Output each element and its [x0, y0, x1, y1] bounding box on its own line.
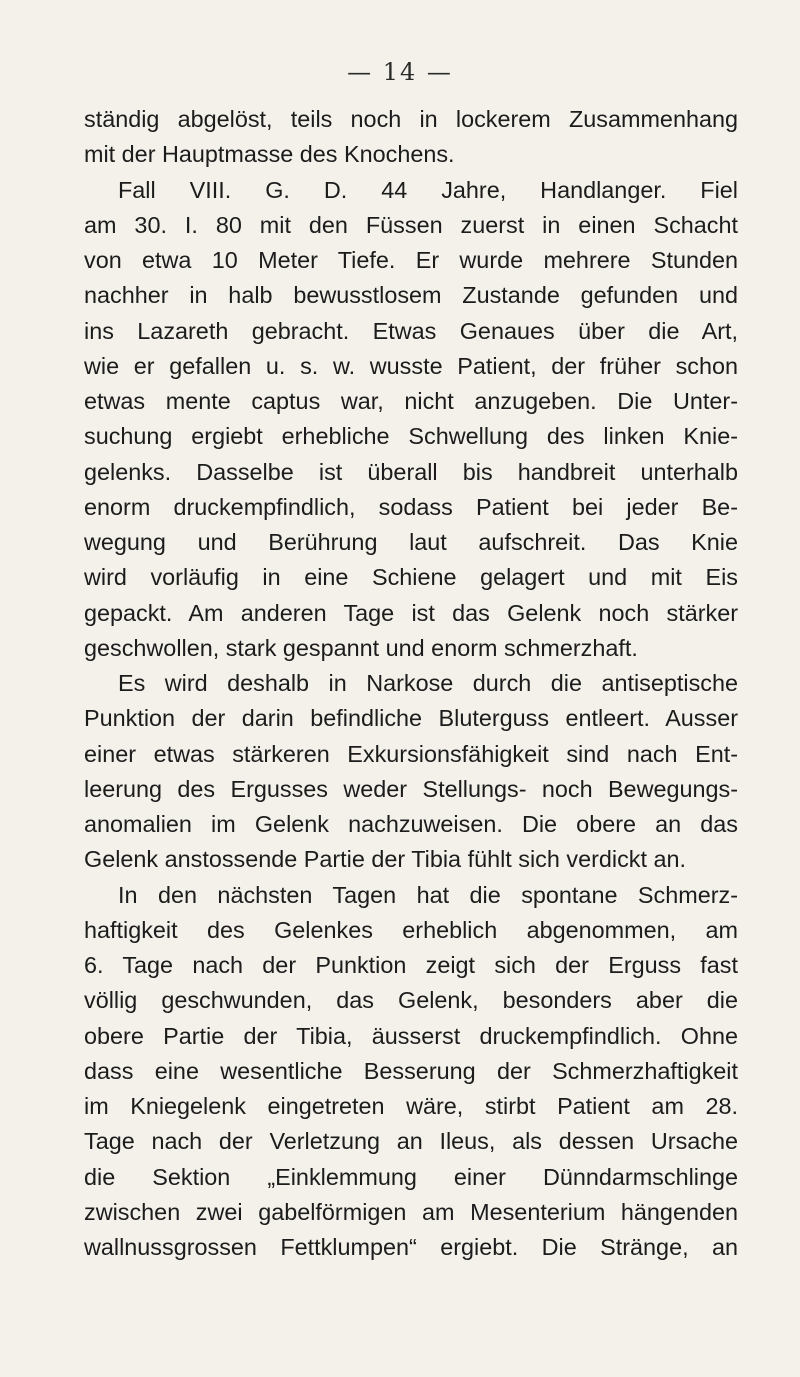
text-line: enorm druckempfindlich, sodass Patient bei jeder Be- — [84, 493, 738, 520]
text-line: obere Partie der Tibia, äusserst druckempfindlich. Ohne — [84, 1022, 738, 1049]
text-line: gelenks. Dasselbe ist überall bis handbreit unterhalb — [84, 458, 738, 485]
text-line: Tage nach der Verletzung an Ileus, als dessen Ursache — [84, 1128, 738, 1155]
text-line: ständig abgelöst, teils noch in lockerem Zusammenhang — [84, 106, 738, 132]
text-line: etwas mente captus war, nicht anzugeben. Die Unter- — [84, 388, 738, 414]
text-line: völlig geschwunden, das Gelenk, besonders aber die — [84, 987, 738, 1014]
text-line: suchung ergiebt erhebliche Schwellung des linken Knie- — [84, 423, 738, 450]
text-line: zwischen zwei gabelförmigen am Mesenterium hängenden — [84, 1198, 738, 1225]
text-line: die Sektion „Einklemmung einer Dünndarmschlinge — [84, 1163, 738, 1190]
text-line: dass eine wesentliche Besserung der Schmerzhaftigkeit — [84, 1057, 738, 1084]
text-line: wegung und Berührung laut aufschreit. Das Knie — [84, 529, 738, 555]
text-line: am 30. I. 80 mit den Füssen zuerst in einen Schacht — [84, 211, 738, 238]
page-number: — 14 — — [347, 58, 453, 86]
text-line: wird vorläufig in eine Schiene gelagert und mit Eis — [84, 564, 738, 591]
text-line: anomalien im Gelenk nachzuweisen. Die obere an das — [84, 811, 738, 837]
text-line: wie er gefallen u. s. w. wusste Patient, der früher schon — [84, 352, 738, 379]
text-line: ins Lazareth gebracht. Etwas Genaues über die Art, — [84, 317, 738, 344]
text-line: im Kniegelenk eingetreten wäre, stirbt Patient am 28. — [84, 1093, 738, 1119]
text-line: mit der Hauptmasse des Knochens. — [84, 141, 455, 168]
body-text — [84, 102, 738, 1265]
text-line: von etwa 10 Meter Tiefe. Er wurde mehrere Stunden — [84, 247, 738, 273]
case-heading-line: Fall VIII. G. D. 44 Jahre, Handlanger. Fiel — [118, 176, 738, 203]
text-line: leerung des Ergusses weder Stellungs- noch Bewegungs- — [84, 775, 738, 802]
paragraph-start-line: In den nächsten Tagen hat die spontane Schmerz- — [118, 881, 738, 908]
text-line: haftigkeit des Gelenkes erheblich abgenommen, am — [84, 916, 738, 943]
text-line: Gelenk anstossende Partie der Tibia fühlt sich verdickt an. — [84, 846, 686, 873]
text-line: geschwollen, stark gespannt und enorm schmerzhaft. — [84, 634, 638, 661]
text-line: gepackt. Am anderen Tage ist das Gelenk noch stärker — [84, 599, 738, 626]
text-line: wallnussgrossen Fettklumpen“ ergiebt. Die Stränge, an — [84, 1234, 738, 1260]
text-line: Punktion der darin befindliche Bluterguss entleert. Ausser — [84, 705, 738, 732]
paragraph-start-line: Es wird deshalb in Narkose durch die antiseptische — [118, 670, 738, 696]
text-line: 6. Tage nach der Punktion zeigt sich der Erguss fast — [84, 952, 738, 978]
text-line: einer etwas stärkeren Exkursionsfähigkeit sind nach Ent- — [84, 740, 738, 767]
text-line: nachher in halb bewusstlosem Zustande gefunden und — [84, 282, 738, 309]
